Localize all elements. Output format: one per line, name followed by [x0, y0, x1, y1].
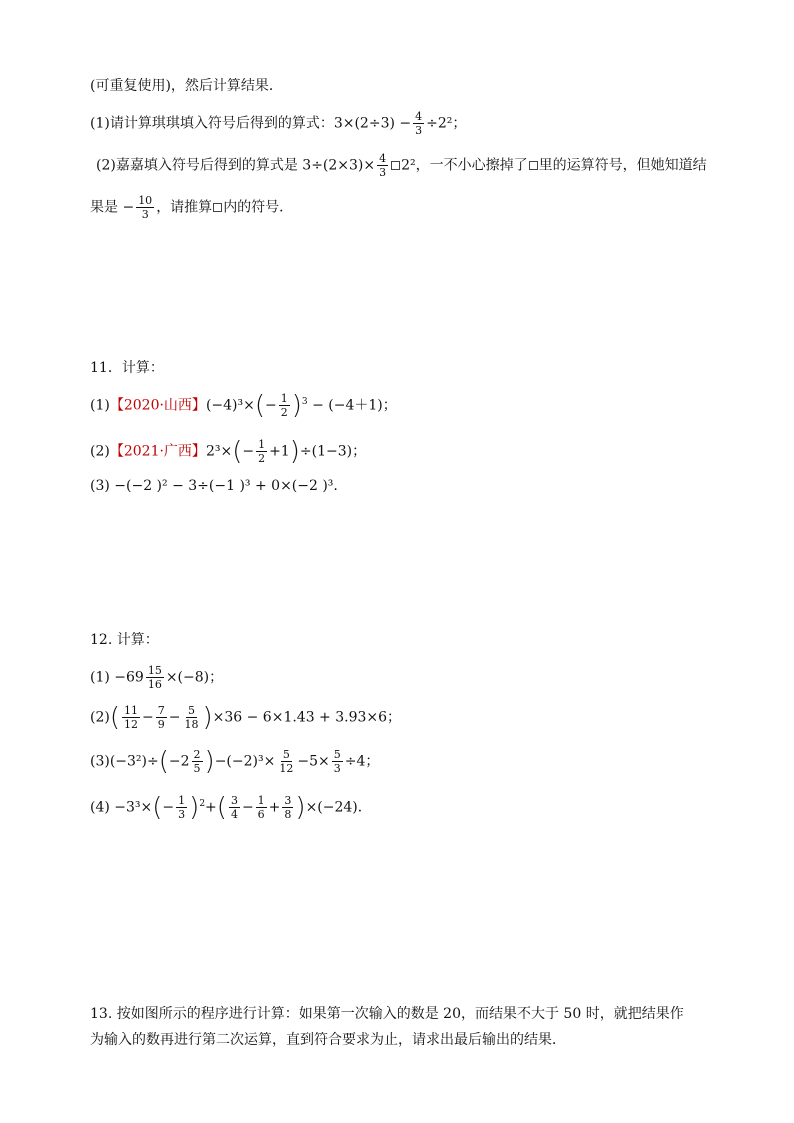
numerator: 3	[230, 794, 238, 808]
fraction	[136, 194, 154, 221]
q12-item-2: (2)( $\frac{11}{12}$ − $\frac{7}{9}$ − $\frac{5}{18}$ )×36 − 6×1.43 + 3.93×6；	[90, 702, 402, 733]
denominator: 2	[258, 452, 266, 465]
numerator: 1	[258, 438, 266, 451]
expr-part: (1) −69	[90, 669, 144, 686]
expr-part: ÷(1−3)；	[299, 443, 367, 460]
expr-part: (3)(−3²)÷	[90, 753, 159, 770]
q11-item-1: (1)【2020·山西】(−4)³×(− $\frac{1}{2}$ )$^3$ − (−4＋1)；	[90, 390, 397, 421]
left-paren: (	[152, 792, 163, 823]
p2-suffix: 2²，一不小心擦掉了	[401, 157, 528, 174]
numerator: 4	[415, 110, 423, 123]
problem-10-part1	[90, 110, 466, 137]
denominator: 18	[184, 718, 199, 731]
right-paren: )	[289, 436, 300, 467]
left-paren: (	[232, 436, 243, 467]
intro-text: (可重复使用)，然后计算结果．	[90, 78, 283, 94]
expr-part: (4) −3³×	[90, 799, 153, 816]
q12-title: 12. 计算：	[90, 632, 159, 648]
numerator: 5	[187, 704, 195, 717]
denominator: 16	[147, 678, 162, 691]
p1-suffix: ÷2²；	[426, 115, 467, 132]
expr-part: ×(−24)．	[305, 799, 372, 816]
expr-part: +	[205, 799, 217, 816]
q11-item-3: (3) −(−2 )² − 3÷(−1 )³ + 0×(−2 )³.	[90, 478, 338, 494]
p2-suffix2: 里的运算符号，但她知道结	[538, 157, 707, 174]
fraction	[156, 704, 167, 731]
right-paren: )	[295, 792, 306, 823]
source-tag: 【2020·山西】	[109, 397, 206, 414]
denominator: 12	[279, 762, 294, 775]
denominator: 8	[284, 808, 292, 822]
fraction	[256, 794, 267, 821]
exponent: 3	[301, 397, 308, 407]
right-paren: )	[189, 792, 200, 823]
fraction	[176, 794, 187, 821]
right-paren: )	[291, 390, 302, 421]
fraction	[332, 748, 343, 775]
item-label: (1)	[90, 397, 110, 414]
fraction	[413, 110, 424, 137]
expr-part: (−4)³×	[205, 397, 255, 414]
denominator: 3	[178, 808, 186, 822]
source-tag: 【2021·广西】	[109, 443, 206, 460]
p2-line2-suffix2: 内的符号．	[223, 199, 294, 216]
q11-item-2: (2)【2021·广西】2³×(− $\frac{1}{2}$ +1)÷(1−3)；	[90, 436, 367, 467]
q13-line-1: 13. 按如图所示的程序进行计算：如果第一次输入的数是 20，而结果不大于 50 时，就把结果作	[90, 1006, 684, 1022]
exponent: 2	[199, 799, 206, 809]
q12-item-3	[90, 748, 379, 775]
numerator: 4	[379, 152, 387, 165]
numerator: 1	[178, 794, 186, 808]
q13-line-2: 为输入的数再进行第二次运算，直到符合要求为止，请求出最后输出的结果．	[90, 1032, 566, 1048]
denominator: 4	[230, 808, 238, 822]
fraction	[377, 152, 388, 179]
left-paren: (	[254, 390, 265, 421]
expr-part: −5×	[297, 753, 330, 770]
blank-box-icon	[391, 161, 400, 170]
right-paren: )	[204, 746, 215, 777]
expr-part: 2³×	[205, 443, 233, 460]
denominator: 3	[141, 208, 149, 221]
fraction	[279, 392, 290, 419]
q12-item-1	[90, 664, 223, 691]
blank-box-icon	[213, 203, 222, 212]
p1-prefix: (1)请计算琪琪填入符号后得到的算式：3×(2÷3) −	[90, 115, 412, 132]
expr-part: ×36 − 6×1.43 + 3.93×6；	[212, 709, 402, 726]
numerator: 7	[157, 704, 165, 717]
right-paren: )	[202, 702, 213, 733]
left-paren: (	[109, 702, 120, 733]
denominator: 2	[280, 406, 288, 420]
q12-item-4: (4) −3³×(− $\frac{1}{3}$ )$^2$+( $\frac{3}{4}$ − $\frac{1}{6}$ + $\frac{3}{8}$ )×(−24)．	[90, 792, 372, 823]
numerator: 15	[147, 664, 162, 677]
expr-part: (2)	[90, 709, 110, 726]
expr-part: ÷4；	[344, 753, 380, 770]
denominator: 3	[333, 762, 341, 775]
q11-title: 11．计算：	[90, 360, 164, 376]
expr-part: ×(−8)；	[165, 669, 224, 686]
fraction	[122, 704, 140, 731]
left-paren: (	[216, 792, 227, 823]
fraction	[182, 704, 200, 731]
p2-line2-prefix: 果是 −	[90, 199, 135, 216]
expr-part: (−4＋1)；	[328, 397, 397, 414]
whole-part: −2	[168, 753, 190, 770]
denominator: 12	[124, 718, 138, 731]
fraction	[192, 748, 203, 775]
numerator: 10	[138, 194, 153, 207]
numerator: 5	[333, 748, 341, 761]
p2-prefix: (2)嘉嘉填入符号后得到的算式是 3÷(2×3)×	[96, 157, 376, 174]
left-paren: (	[158, 746, 169, 777]
problem-10-part2	[96, 152, 707, 179]
denominator: 3	[379, 166, 387, 179]
fraction	[256, 438, 267, 465]
fraction	[282, 794, 293, 821]
denominator: 6	[257, 808, 265, 822]
numerator: 1	[257, 794, 265, 808]
denominator: 9	[157, 718, 165, 731]
fraction	[229, 794, 240, 821]
fraction	[277, 748, 295, 775]
numerator: 3	[284, 794, 292, 808]
numerator: 1	[280, 392, 288, 406]
blank-box-icon	[529, 161, 538, 170]
expr-part: −(−2)³×	[214, 753, 276, 770]
numerator: 5	[282, 748, 290, 761]
denominator: 3	[415, 124, 423, 137]
item-label: (2)	[90, 443, 110, 460]
numerator: 2	[193, 748, 201, 761]
fraction	[146, 664, 164, 691]
numerator: 11	[124, 704, 138, 717]
denominator: 5	[193, 762, 201, 775]
p2-line2-suffix: ，请推算	[156, 199, 213, 216]
problem-10-part2-line2	[90, 194, 293, 221]
